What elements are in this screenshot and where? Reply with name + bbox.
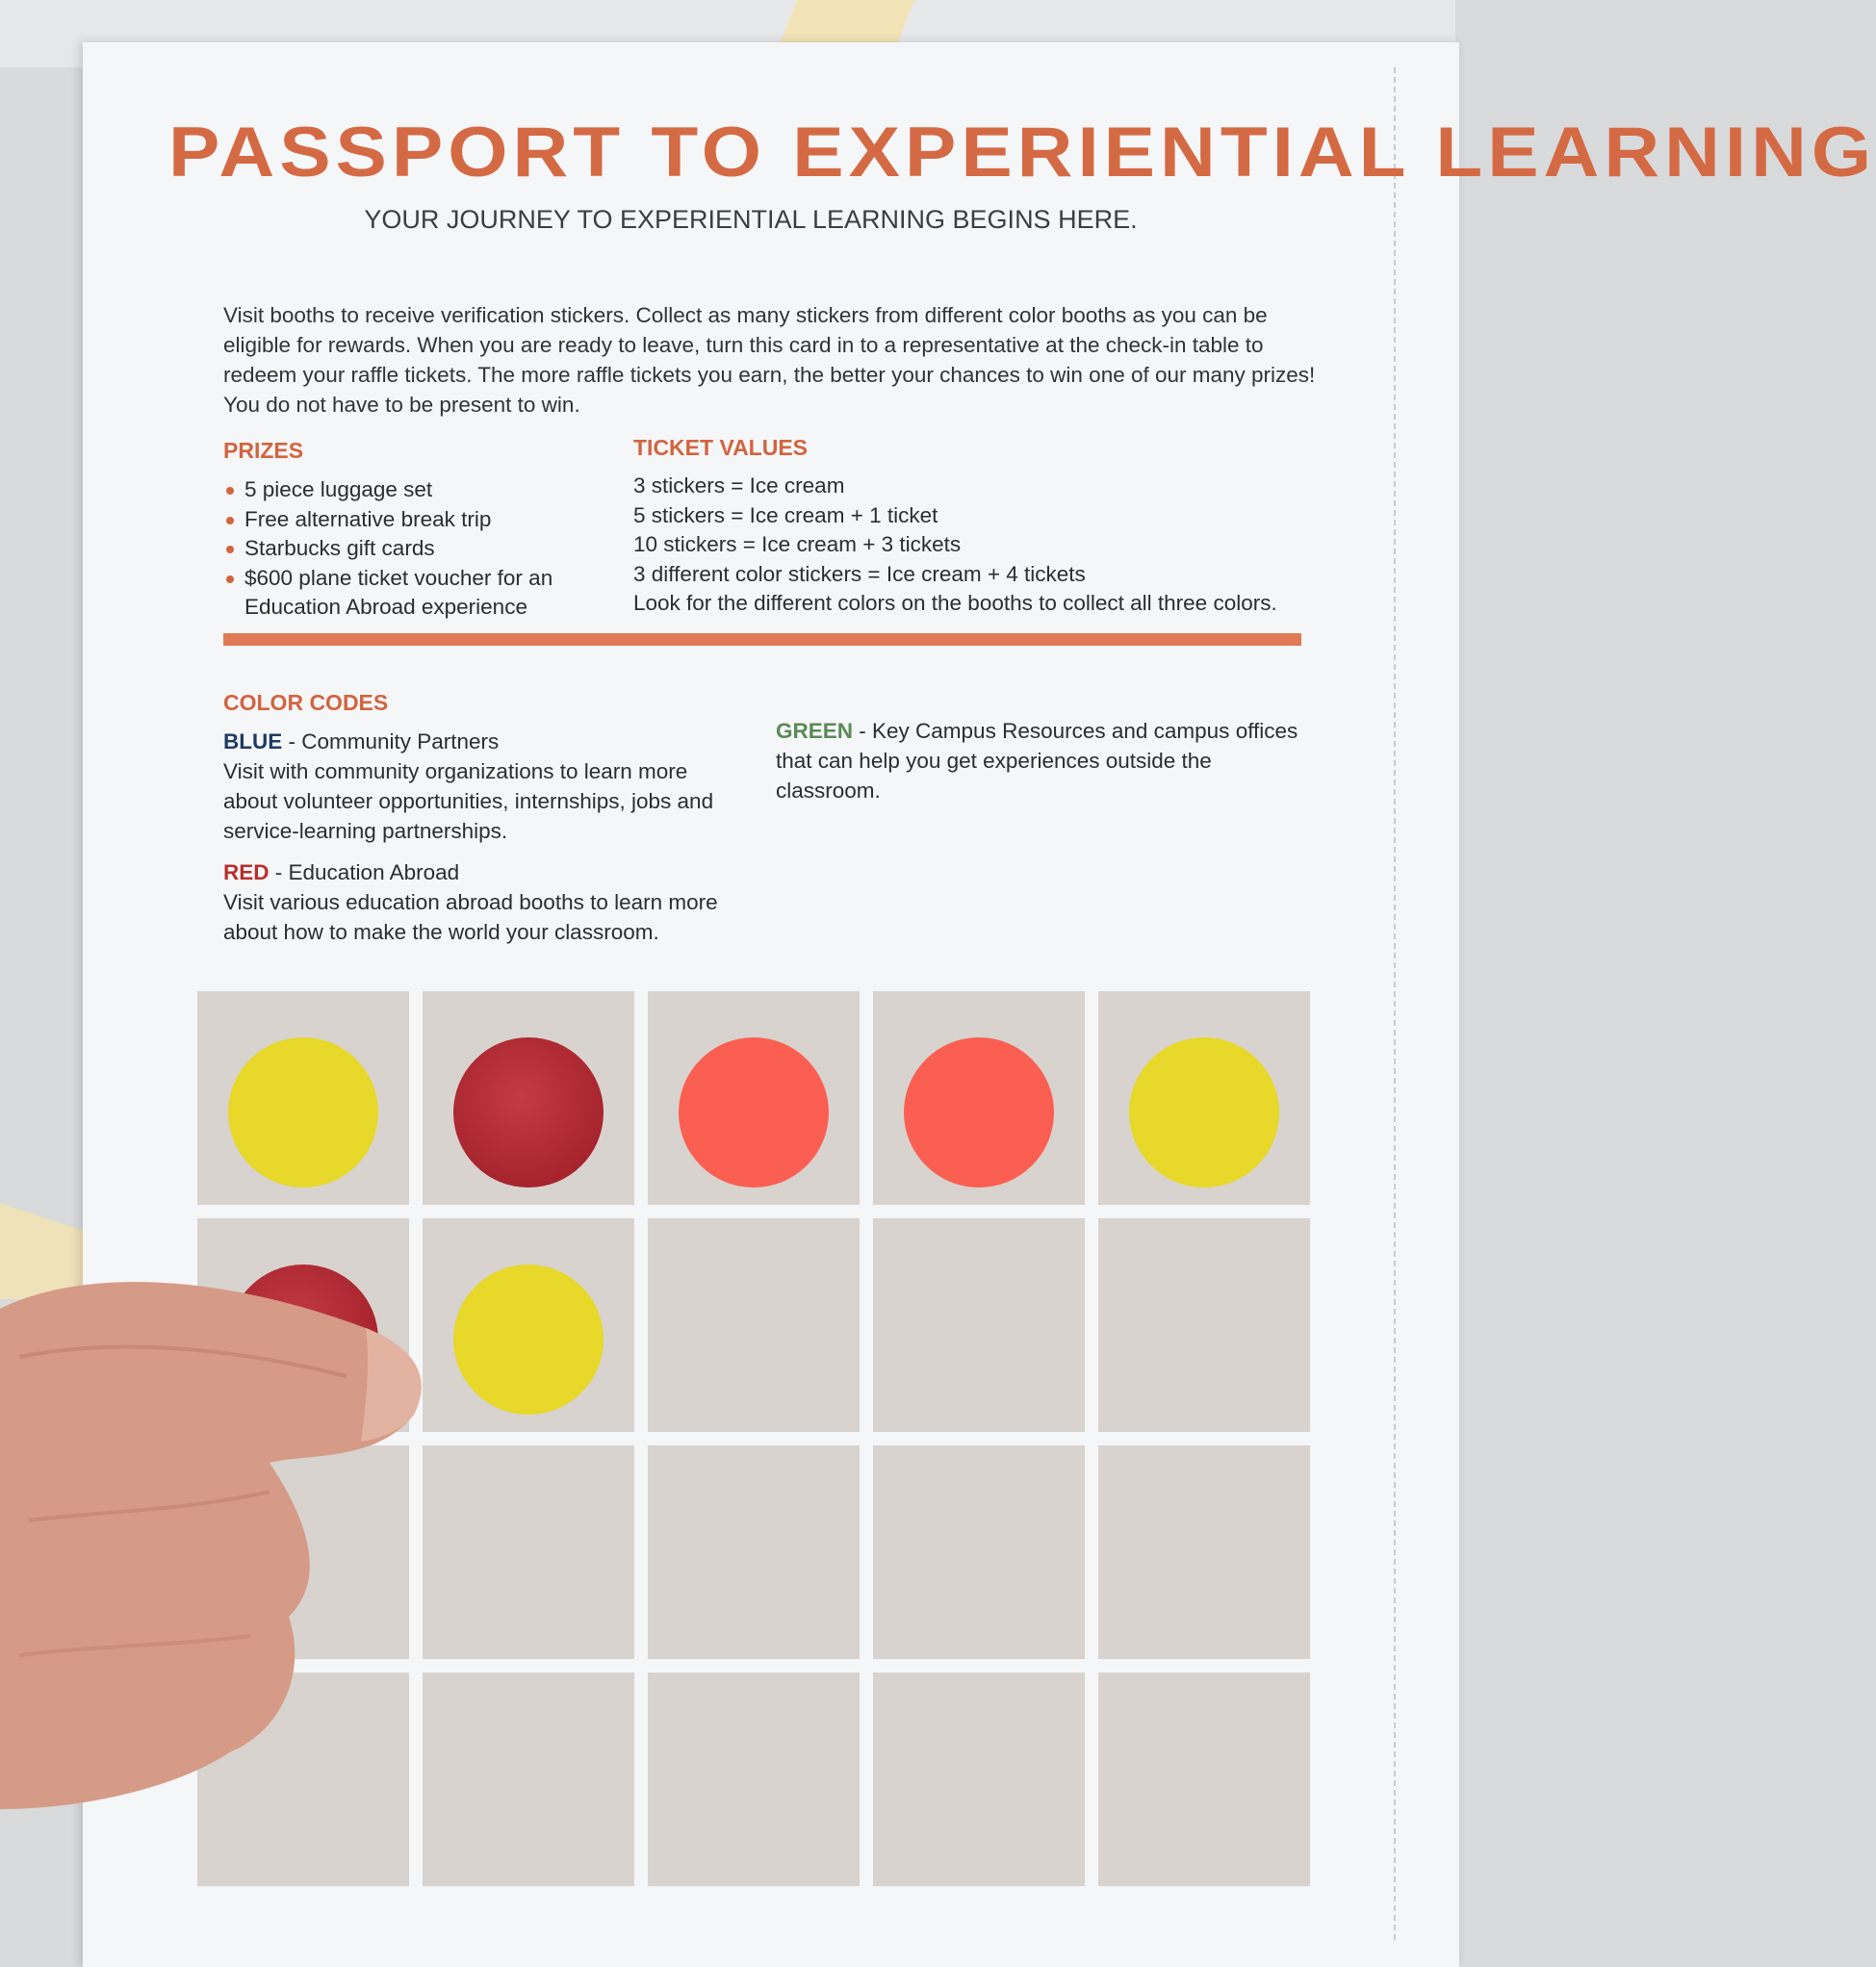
color-code-red (223, 857, 743, 947)
sticker-cell (1098, 1445, 1310, 1659)
section-divider (223, 633, 1301, 646)
prize-list (223, 475, 618, 623)
sticker-cell (197, 991, 409, 1205)
sticker-cell (873, 991, 1085, 1205)
ticket-value-line: 5 stickers = Ice cream + 1 ticket (633, 502, 938, 527)
sticker-cell (648, 991, 860, 1205)
color-codes-heading: COLOR CODES (223, 690, 389, 715)
prize-item: Free alternative break trip (223, 505, 618, 535)
sticker-cell (648, 1445, 860, 1659)
prizes-heading: PRIZES (223, 438, 304, 463)
color-code-blue-name: BLUE (223, 729, 283, 754)
sticker-cell (648, 1218, 860, 1432)
color-code-blue-label: - Community Partners (282, 729, 500, 754)
ticket-value-line: Look for the different colors on the booths to collect all three colors. (633, 591, 1277, 615)
coral-sticker (904, 1037, 1054, 1188)
ticket-values-heading: TICKET VALUES (633, 435, 809, 460)
sticker-cell (423, 991, 634, 1205)
prize-item: 5 piece luggage set (223, 475, 618, 505)
intro-paragraph: Visit booths to receive verification stickers. Collect as many stickers from different color booths as you can be eligible for rewards. When you are ready to leave, turn this card in to a representative at the check-in table to redeem your raffle tickets. The more raffle tickets you earn, the better your chances to win one of our many prizes! You do not have to be present to win. (223, 303, 1316, 417)
ticket-values-list (633, 472, 1307, 619)
color-code-red-label: - Education Abroad (269, 860, 460, 884)
color-code-blue-description: Visit with community organizations to learn more about volunteer opportunities, internships, jobs and service-learning partnerships. (223, 759, 714, 843)
yellow-sticker (228, 1037, 378, 1188)
color-code-blue (223, 727, 724, 846)
hand-photo-overlay (0, 1270, 501, 1809)
color-code-green-label: - Key Campus Resources and campus offices that can help you get experiences outside the classroom. (776, 719, 1298, 803)
sticker-cell (1098, 991, 1310, 1205)
color-code-green (776, 716, 1315, 805)
sticker-cell (873, 1673, 1085, 1886)
ticket-value-line: 3 different color stickers = Ice cream + 4 tickets (633, 561, 1086, 586)
ticket-value-line: 10 stickers = Ice cream + 3 tickets (633, 532, 962, 556)
folder-tab (780, 0, 914, 44)
color-code-red-description: Visit various education abroad booths to learn more about how to make the world your classroom. (223, 890, 718, 944)
sticker-cell (648, 1673, 860, 1886)
yellow-sticker (1129, 1037, 1279, 1188)
color-code-green-name: GREEN (776, 719, 854, 743)
prize-item: $600 plane ticket voucher for an Education Abroad experience (223, 564, 618, 623)
page-subtitle: YOUR JOURNEY TO EXPERIENTIAL LEARNING BEGINS HERE. (364, 205, 1138, 234)
dark-red-sticker (453, 1037, 604, 1188)
page-title: PASSPORT TO EXPERIENTIAL LEARNING (168, 112, 1876, 192)
coral-sticker (679, 1037, 829, 1188)
ticket-value-line: 3 stickers = Ice cream (633, 473, 845, 498)
sticker-cell (1098, 1218, 1310, 1432)
sticker-cell (1098, 1673, 1310, 1886)
sticker-cell (873, 1445, 1085, 1659)
color-code-red-name: RED (223, 860, 270, 884)
prize-item: Starbucks gift cards (223, 534, 618, 564)
perforation-line (1394, 67, 1396, 1940)
sticker-cell (873, 1218, 1085, 1432)
